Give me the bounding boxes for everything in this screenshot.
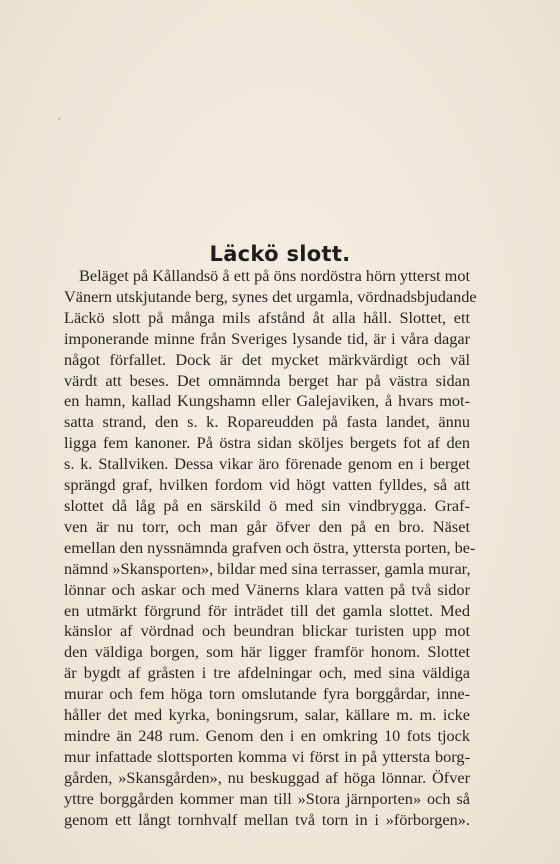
text-line: satta strand, den s. k. Ropareudden på fasta landet, ännu	[64, 412, 470, 432]
body-paragraph	[64, 266, 477, 830]
text-line: ligga fem kanoner. På östra sidan sköljes bergets fot af den	[64, 433, 470, 453]
text-line: en hamn, kallad Kungshamn eller Galejaviken, å hvars mot-	[64, 391, 470, 411]
text-line: murar och fem höga torn omslutande fyra borggårdar, inne-	[64, 684, 470, 704]
text-line: yttre borggården kommer man till »Stora järnporten» och så	[64, 788, 470, 808]
text-line: lönnar och askar och med Vänerns klara vatten på två sidor	[64, 579, 470, 599]
text-line: mur infattade slottsporten komma vi först in på yttersta borg-	[64, 746, 470, 766]
text-line: emellan den nyssnämnda grafven och östra, yttersta porten, be-	[64, 537, 476, 557]
text-line: sprängd graf, hvilken fordom vid högt vatten fylldes, så att	[64, 475, 470, 495]
text-line last-line: genom ett långt tornhvalf mellan två torn in i »förborgen».	[64, 809, 470, 829]
text-line: håller det med kyrka, boningsrum, salar, källare m. m. icke	[64, 705, 470, 725]
text-line: en utmärkt förgrund för inträdet till det gamla slottet. Med	[64, 600, 470, 620]
text-line: imponerande minne från Sveriges lysande tid, är i våra dagar	[64, 328, 470, 348]
text-line: känslor af vördnad och beundran blickar turisten upp mot	[64, 621, 470, 641]
text-line: Vänern utskjutande berg, synes det urgamla, vördnadsbjudande	[64, 286, 477, 306]
text-line: Läckö slott på många mils afstånd åt alla håll. Slottet, ett	[64, 307, 470, 327]
text-line: mindre än 248 rum. Genom den i en omkring 10 fots tjock	[64, 725, 470, 745]
paper-speck	[58, 118, 60, 120]
text-line: slottet då låg på en särskild ö med sin vindbrygga. Graf-	[64, 495, 470, 515]
page-title: Läckö slott.	[209, 242, 351, 267]
text-line: värdt att beses. Det omnämnda berget har på västra sidan	[64, 370, 470, 390]
text-line: något förfallet. Dock är det mycket märkvärdigt och väl	[64, 349, 470, 369]
text-line: s. k. Stallviken. Dessa vikar äro förenade genom en i berget	[64, 454, 470, 474]
text-line: ven är nu torr, och man går öfver den på en bro. Näset	[64, 516, 470, 536]
text-line: är bygdt af gråsten i tre afdelningar och, med sina väldiga	[64, 663, 470, 683]
text-line: den väldiga borgen, som här ligger framför honom. Slottet	[64, 642, 470, 662]
text-line: nämnd »Skansporten», bildar med sina terrasser, gamla murar,	[64, 558, 471, 578]
text-line: gården, »Skansgården», nu beskuggad af höga lönnar. Öfver	[64, 767, 470, 787]
text-line: Beläget på Kållandsö å ett på öns nordöstra hörn ytterst mot	[79, 266, 470, 285]
